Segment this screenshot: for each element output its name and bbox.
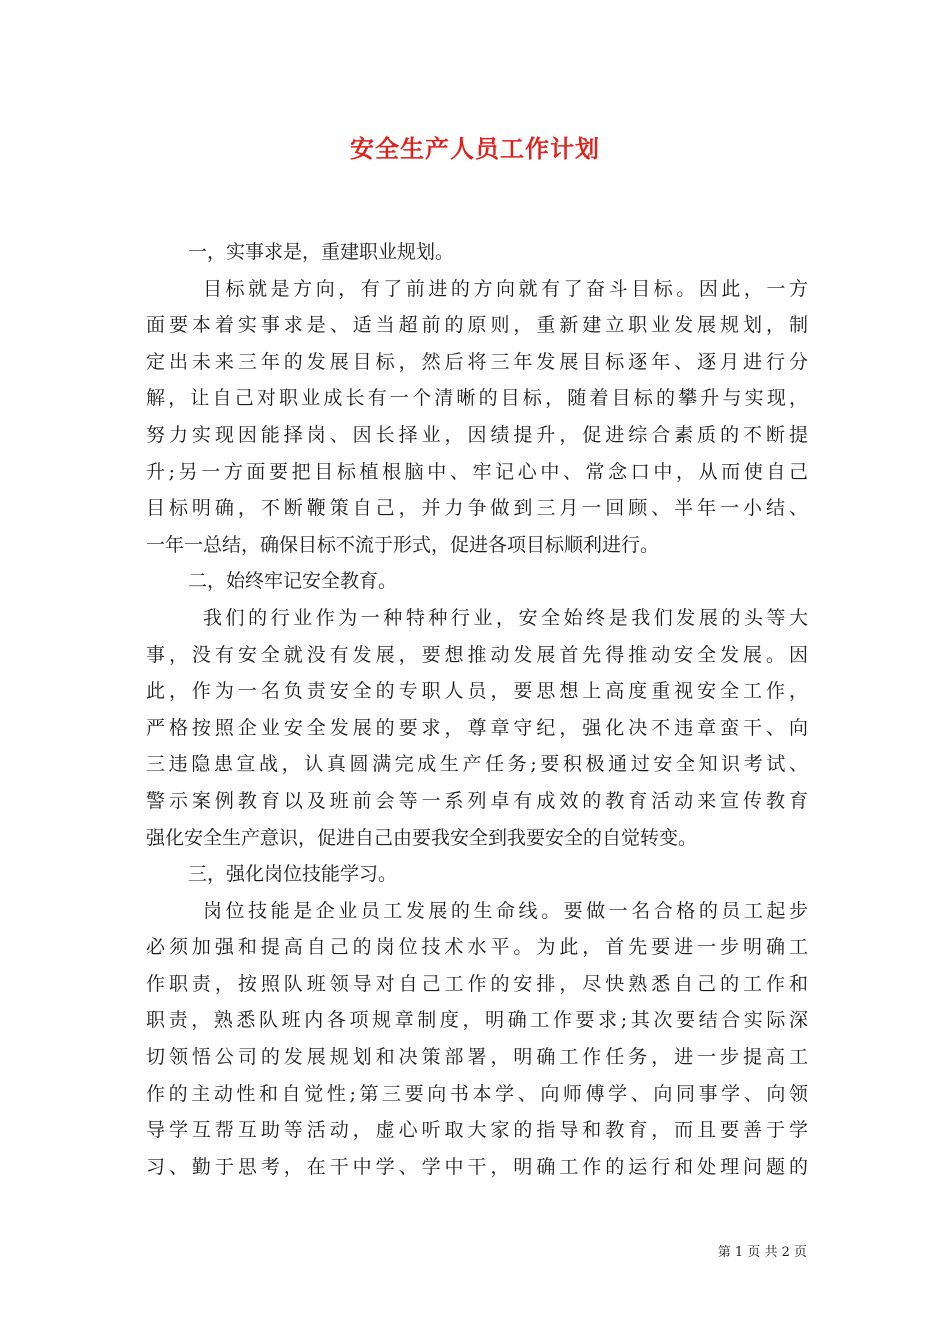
paragraph-line: 三违隐患宣战，认真圆满完成生产任务;要积极通过安全知识考试、 — [146, 753, 808, 776]
paragraph-line: 事，没有安全就没有发展，要想推动发展首先得推动安全发展。因 — [146, 643, 808, 666]
paragraph-line: 作职责，按照队班领导对自己工作的安排，尽快熟悉自己的工作和 — [146, 972, 808, 995]
paragraph-line: 解，让自己对职业成长有一个清晰的目标，随着目标的攀升与实现， — [146, 387, 808, 410]
paragraph-line: 习、勤于思考，在干中学、学中干，明确工作的运行和处理问题的 — [146, 1155, 808, 1178]
paragraph-line: 作的主动性和自觉性;第三要向书本学、向师傅学、向同事学、向领 — [146, 1082, 808, 1105]
paragraph-line: 警示案例教育以及班前会等一系列卓有成效的教育活动来宣传教育 — [146, 789, 808, 812]
section-heading: 一，实事求是，重建职业规划。 — [188, 241, 455, 263]
paragraph-line: 一年一总结，确保目标不流于形式，促进各项目标顺利进行。 — [146, 533, 660, 556]
paragraph-line: 切领悟公司的发展规划和决策部署，明确工作任务，进一步提高工 — [146, 1046, 808, 1069]
section-heading: 二，始终牢记安全教育。 — [188, 570, 398, 593]
page-number: 第 1 页 共 2 页 — [717, 1245, 807, 1260]
paragraph-line: 升;另一方面要把目标植根脑中、牢记心中、常念口中，从而使自己 — [146, 460, 808, 483]
paragraph-line: 导学互帮互助等活动，虚心听取大家的指导和教育，而且要善于学 — [146, 1119, 808, 1142]
document-title: 安全生产人员工作计划 — [350, 134, 600, 163]
paragraph-line: 面要本着实事求是、适当超前的原则，重新建立职业发展规划，制 — [146, 314, 808, 337]
paragraph-line: 我们的行业作为一种特种行业，安全始终是我们发展的头等大 — [203, 606, 808, 629]
paragraph-line: 目标明确，不断鞭策自己，并力争做到三月一回顾、半年一小结、 — [146, 497, 808, 520]
paragraph-line: 努力实现因能择岗、因长择业，因绩提升，促进综合素质的不断提 — [146, 423, 808, 446]
paragraph-line: 此，作为一名负责安全的专职人员，要思想上高度重视安全工作， — [146, 680, 808, 703]
paragraph-line: 岗位技能是企业员工发展的生命线。要做一名合格的员工起步 — [203, 899, 808, 922]
paragraph-line: 强化安全生产意识，促进自己由要我安全到我要安全的自觉转变。 — [146, 826, 698, 849]
document-body — [146, 234, 808, 1185]
paragraph-line: 定出未来三年的发展目标，然后将三年发展目标逐年、逐月进行分 — [146, 350, 808, 373]
section-heading: 三，强化岗位技能学习。 — [188, 863, 398, 886]
paragraph-line: 目标就是方向，有了前进的方向就有了奋斗目标。因此，一方 — [203, 277, 808, 300]
paragraph-line: 职责，熟悉队班内各项规章制度，明确工作要求;其次要结合实际深 — [146, 1009, 808, 1032]
paragraph-line: 严格按照企业安全发展的要求，尊章守纪，强化决不违章蛮干、向 — [146, 716, 808, 739]
paragraph-line: 必须加强和提高自己的岗位技术水平。为此，首先要进一步明确工 — [146, 936, 808, 959]
